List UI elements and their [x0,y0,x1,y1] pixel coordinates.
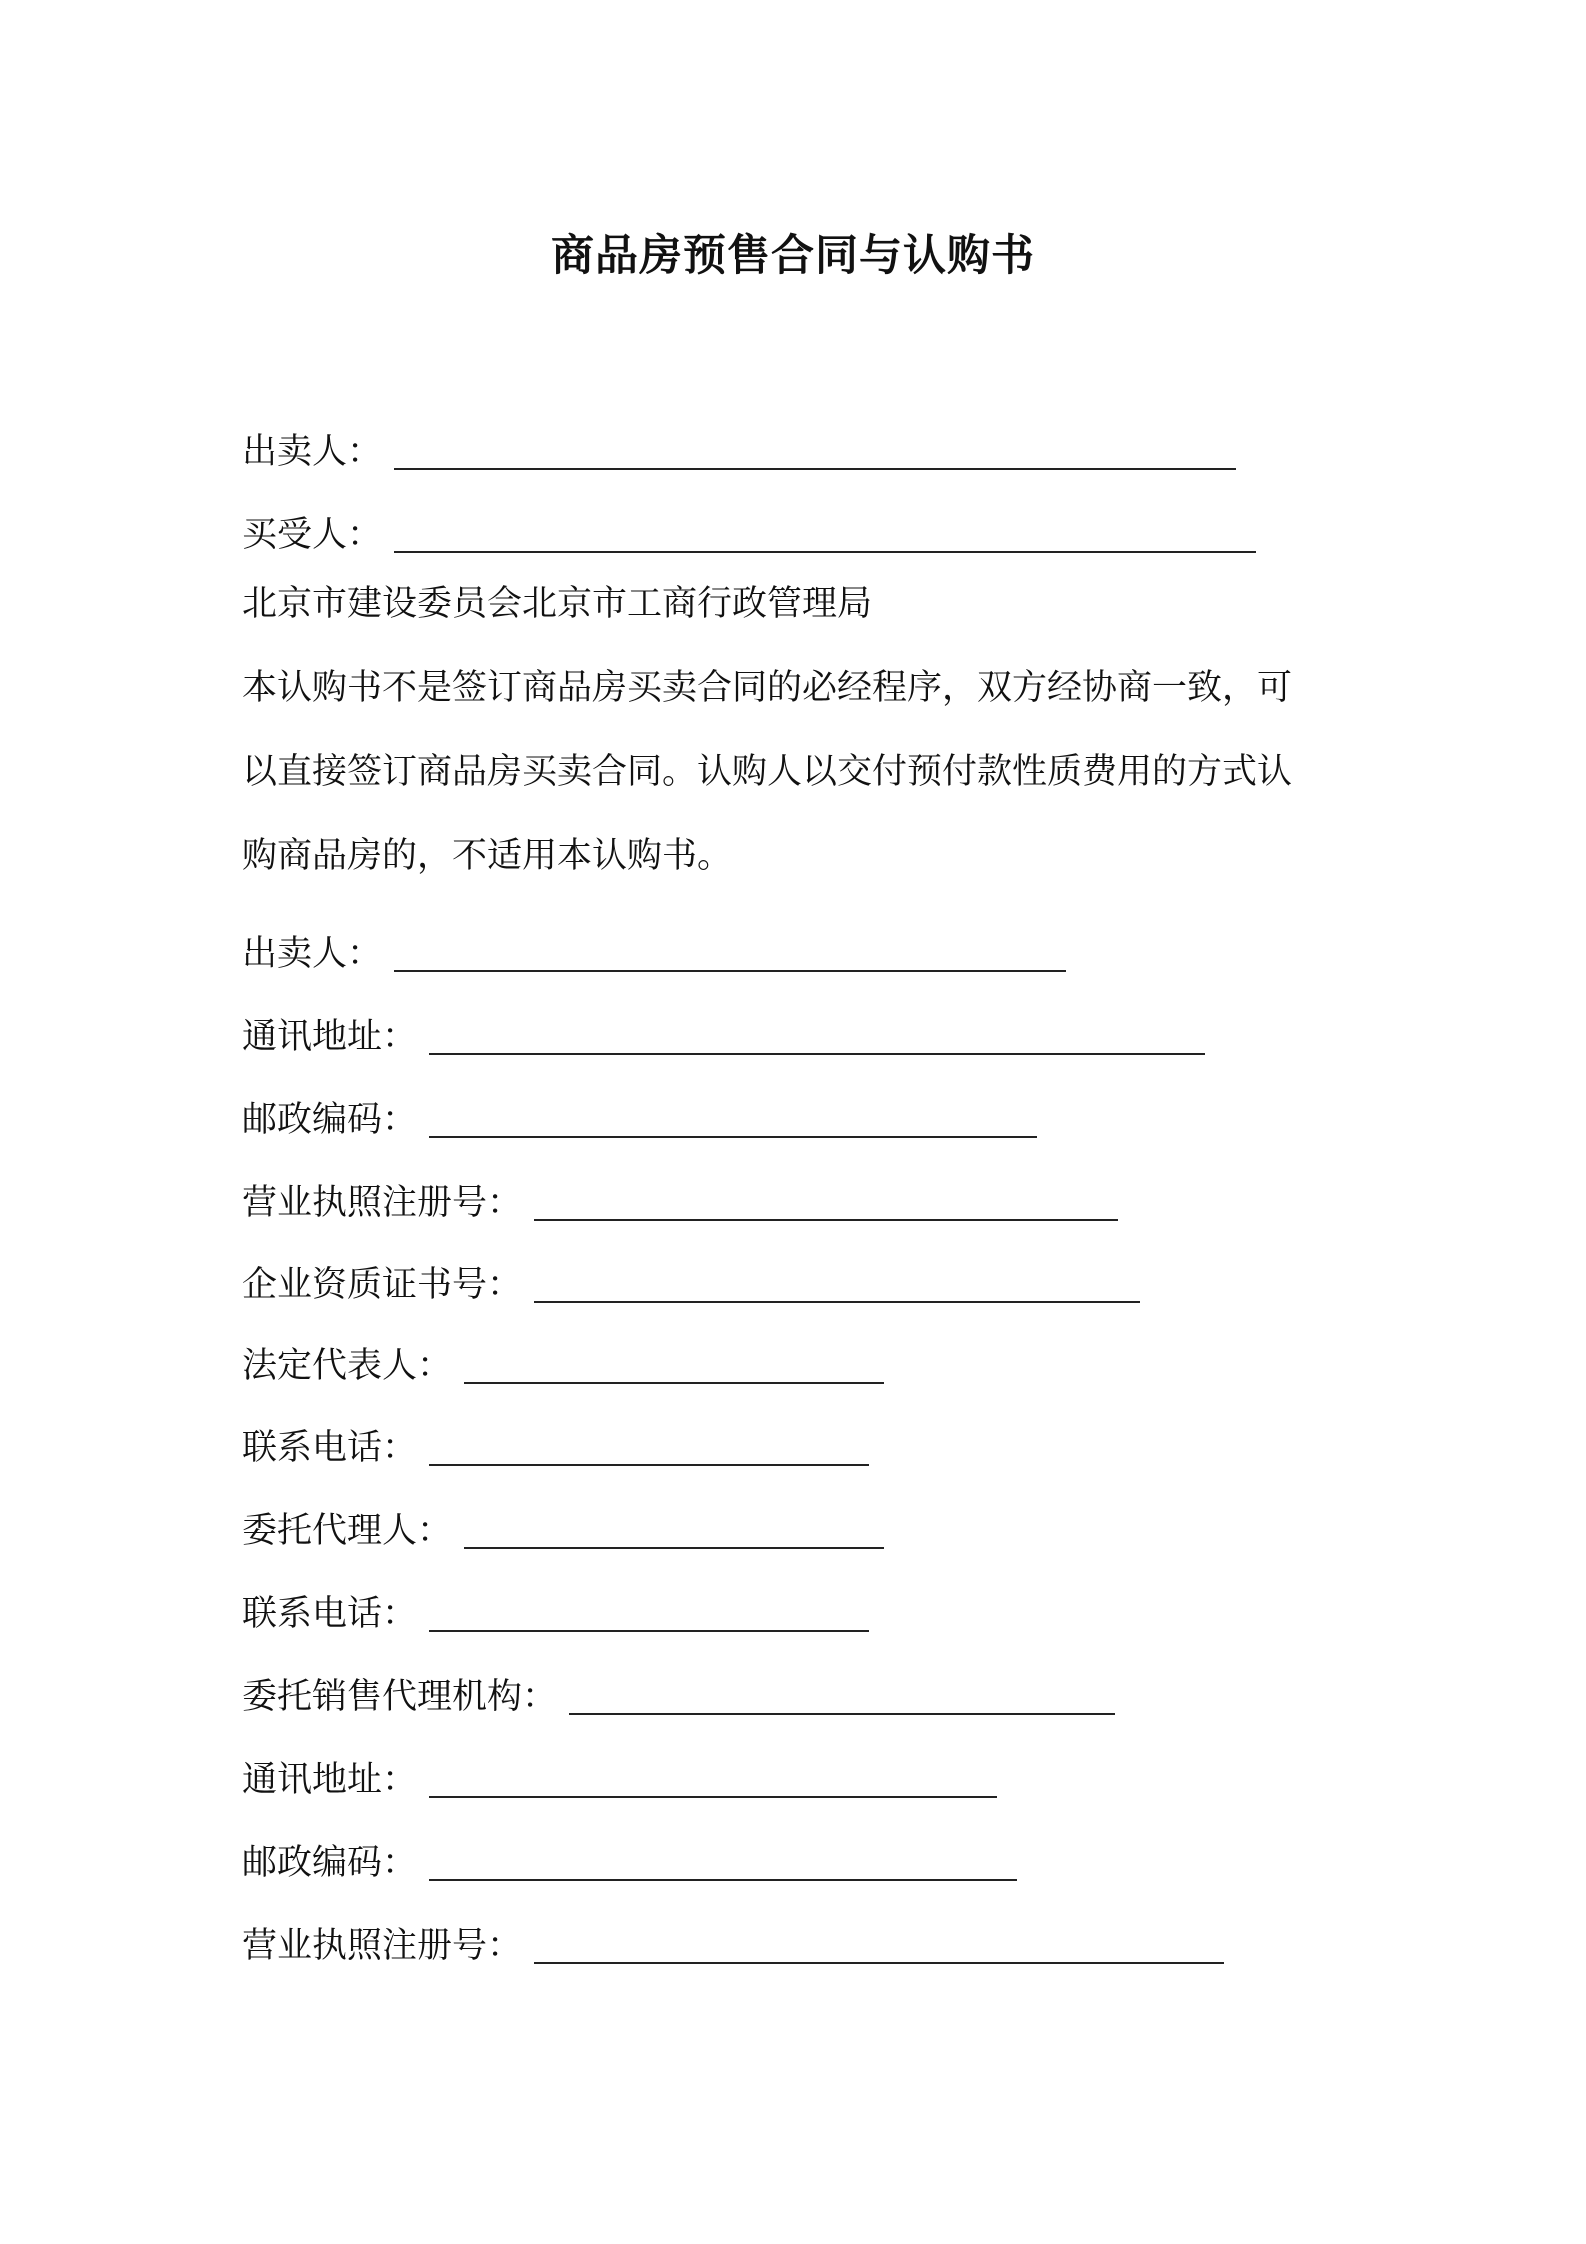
form-field [242,1251,1140,1307]
fill-in-blank[interactable] [429,1835,1017,1881]
form-field [242,1497,884,1553]
field-label: 邮政编码： [242,1843,418,1883]
seller-field-header [242,418,1236,474]
form-field [242,1746,997,1802]
field-label: 委托代理人： [242,1511,453,1551]
field-label: 邮政编码： [242,1100,418,1140]
fill-in-blank[interactable] [394,507,1256,553]
fill-in-blank[interactable] [394,424,1236,470]
fill-in-blank[interactable] [534,1918,1224,1964]
field-label: 企业资质证书号： [242,1265,523,1305]
notice-line: 本认购书不是签订商品房买卖合同的必经程序，双方经协商一致，可 [242,668,1293,708]
fill-in-blank[interactable] [429,1420,869,1466]
form-field [242,1086,1037,1142]
field-label: 出卖人： [242,934,383,974]
field-label: 法定代表人： [242,1346,453,1386]
field-label: 通讯地址： [242,1760,418,1800]
field-label: 营业执照注册号： [242,1183,523,1223]
notice-line: 以直接签订商品房买卖合同。认购人以交付预付款性质费用的方式认 [242,752,1293,792]
fill-in-blank[interactable] [429,1586,869,1632]
form-field [242,1003,1205,1059]
field-label: 买受人： [242,515,383,555]
form-field [242,1332,884,1388]
field-label: 委托销售代理机构： [242,1677,558,1717]
form-field [242,1663,1115,1719]
field-label: 营业执照注册号： [242,1926,523,1966]
buyer-field-header [242,501,1256,557]
document-title: 商品房预售合同与认购书 [551,231,1035,281]
form-field [242,1414,869,1470]
field-label: 联系电话： [242,1594,418,1634]
field-label: 联系电话： [242,1428,418,1468]
form-field [242,1912,1224,1968]
form-field [242,1829,1017,1885]
field-label: 通讯地址： [242,1017,418,1057]
field-label: 出卖人： [242,432,383,472]
fill-in-blank[interactable] [534,1175,1118,1221]
fill-in-blank[interactable] [569,1669,1115,1715]
fill-in-blank[interactable] [534,1257,1140,1303]
fill-in-blank[interactable] [394,926,1066,972]
fill-in-blank[interactable] [464,1338,884,1384]
fill-in-blank[interactable] [429,1092,1037,1138]
fill-in-blank[interactable] [429,1752,997,1798]
form-field [242,1169,1118,1225]
form-field [242,1580,869,1636]
form-field [242,920,1066,976]
fill-in-blank[interactable] [429,1009,1205,1055]
fill-in-blank[interactable] [464,1503,884,1549]
authority-line: 北京市建设委员会北京市工商行政管理局 [242,584,873,624]
notice-line: 购商品房的，不适用本认购书。 [242,836,733,876]
